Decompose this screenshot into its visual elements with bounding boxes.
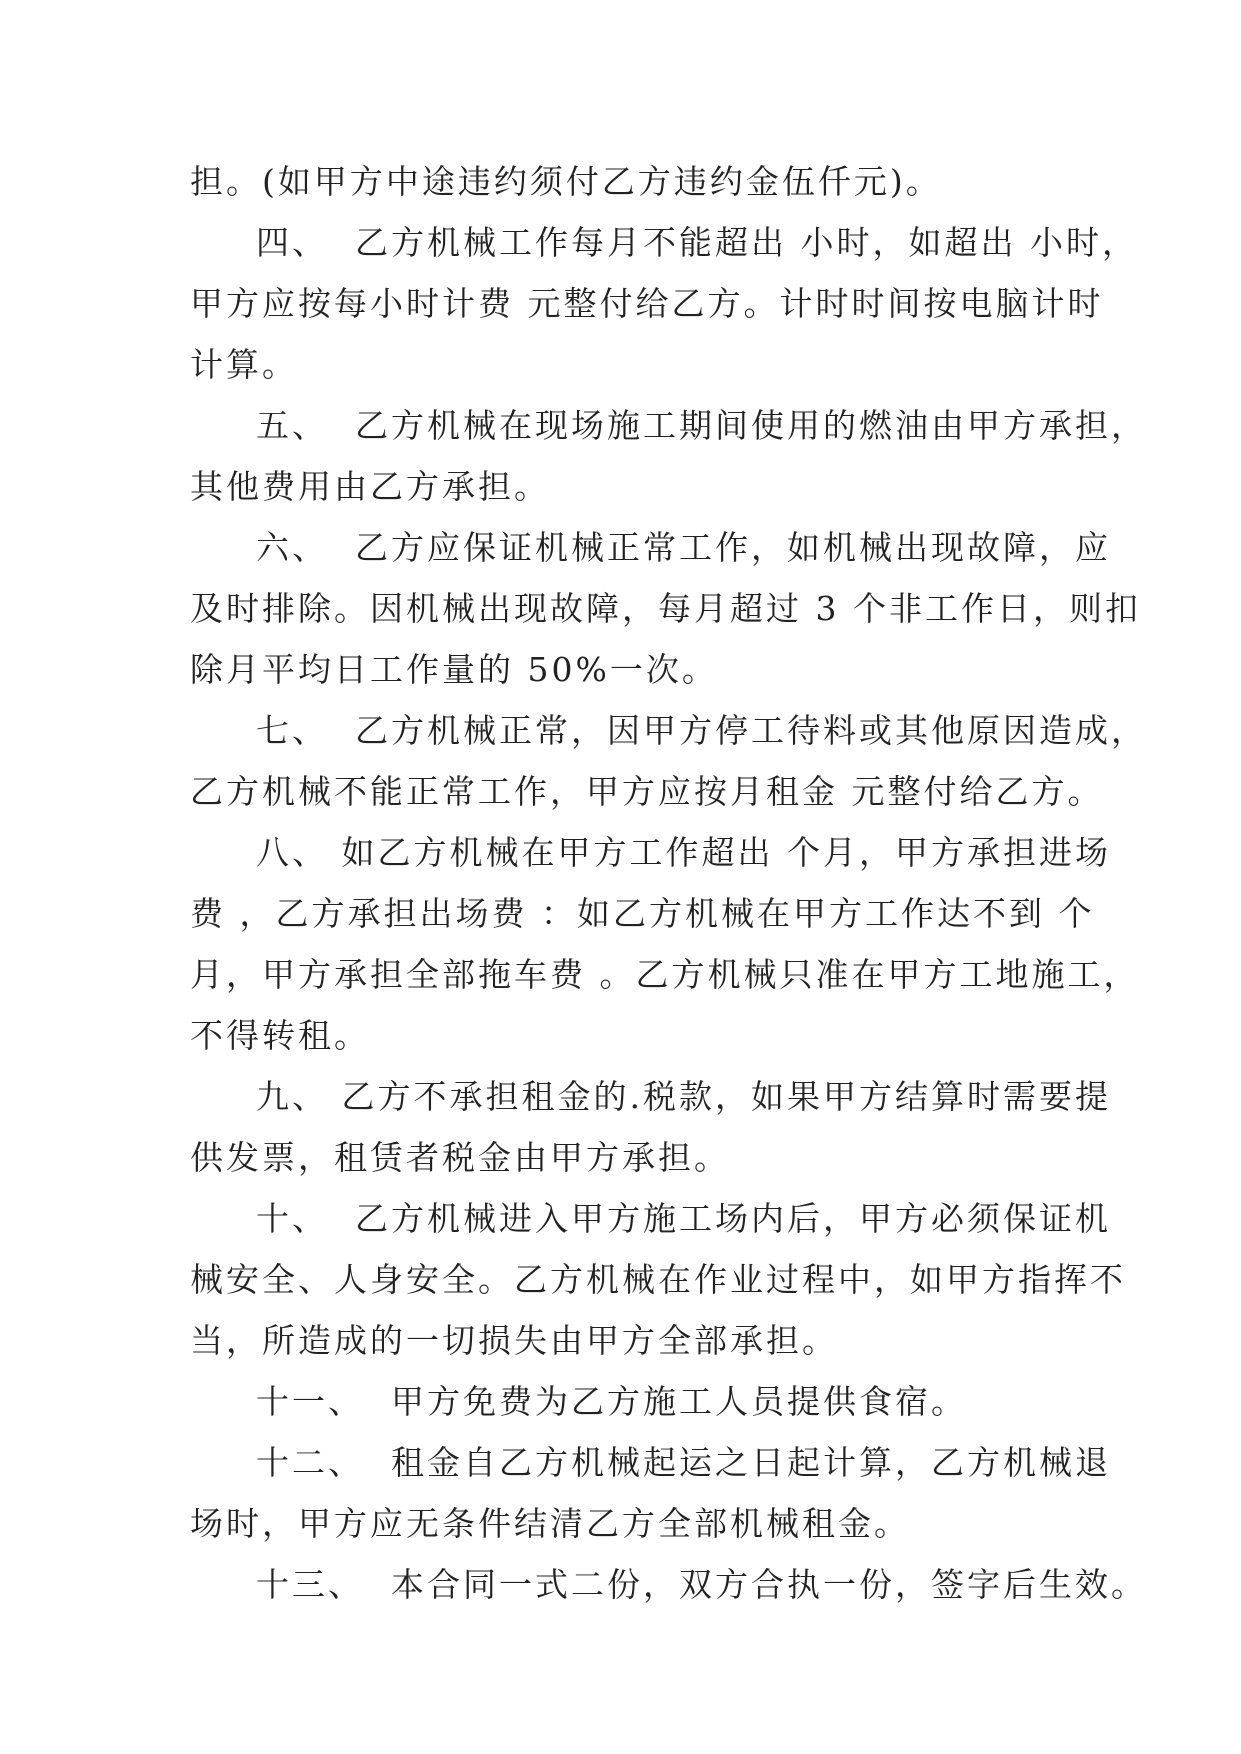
clause-13-line-1: 十三、 本合同一式二份，双方合执一份，签字后生效。 xyxy=(256,1565,1147,1604)
clause-7-line-2: 乙方机械不能正常工作，甲方应按月租金 元整付给乙方。 xyxy=(190,772,1104,811)
clause-10-line-2: 械安全、人身安全。乙方机械在作业过程中，如甲方指挥不 xyxy=(190,1260,1126,1299)
clause-6-line-1: 六、 乙方应保证机械正常工作，如机械出现故障，应 xyxy=(256,528,1111,567)
clause-4-line-2: 甲方应按每小时计费 元整付给乙方。计时时间按电脑计时 xyxy=(190,284,1104,323)
clause-12-line-1: 十二、 租金自乙方机械起运之日起计算，乙方机械退 xyxy=(256,1443,1111,1482)
clause-10-line-1: 十、 乙方机械进入甲方施工场内后，甲方必须保证机 xyxy=(256,1199,1111,1238)
clause-11-line-1: 十一、 甲方免费为乙方施工人员提供食宿。 xyxy=(256,1382,967,1421)
clause-9-line-2: 供发票，租赁者税金由甲方承担。 xyxy=(190,1138,730,1177)
clause-8-line-2: 费 ，乙方承担出场费 ：如乙方机械在甲方工作达不到 个 xyxy=(190,894,1095,933)
clause-5-line-1: 五、 乙方机械在现场施工期间使用的燃油由甲方承担， xyxy=(256,406,1147,445)
clause-7-line-1: 七、 乙方机械正常，因甲方停工待料或其他原因造成， xyxy=(256,711,1147,750)
contract-body xyxy=(190,151,1147,1615)
clause-4-line-3: 计算。 xyxy=(190,345,298,384)
clause-6-line-2: 及时排除。因机械出现故障，每月超过 3 个非工作日，则扣 xyxy=(190,589,1141,628)
clause-12-line-2: 场时，甲方应无条件结清乙方全部机械租金。 xyxy=(190,1504,910,1543)
clause-9-line-1: 九、 乙方不承担租金的.税款，如果甲方结算时需要提 xyxy=(256,1077,1111,1116)
clause-10-line-3: 当，所造成的一切损失由甲方全部承担。 xyxy=(190,1321,838,1360)
clause-8-line-3: 月，甲方承担全部拖车费 。乙方机械只准在甲方工地施工， xyxy=(190,955,1140,994)
clause-8-line-1: 八、 如乙方机械在甲方工作超出 个月，甲方承担进场 xyxy=(256,833,1111,872)
clause-8-line-4: 不得转租。 xyxy=(190,1016,370,1055)
clause-6-line-3: 除月平均日工作量的 50%一次。 xyxy=(190,650,718,689)
line-1: 担。(如甲方中途违约须付乙方违约金伍仟元)。 xyxy=(190,162,942,201)
clause-5-line-2: 其他费用由乙方承担。 xyxy=(190,467,550,506)
clause-4-line-1: 四、 乙方机械工作每月不能超出 小时，如超出 小时， xyxy=(256,223,1138,262)
